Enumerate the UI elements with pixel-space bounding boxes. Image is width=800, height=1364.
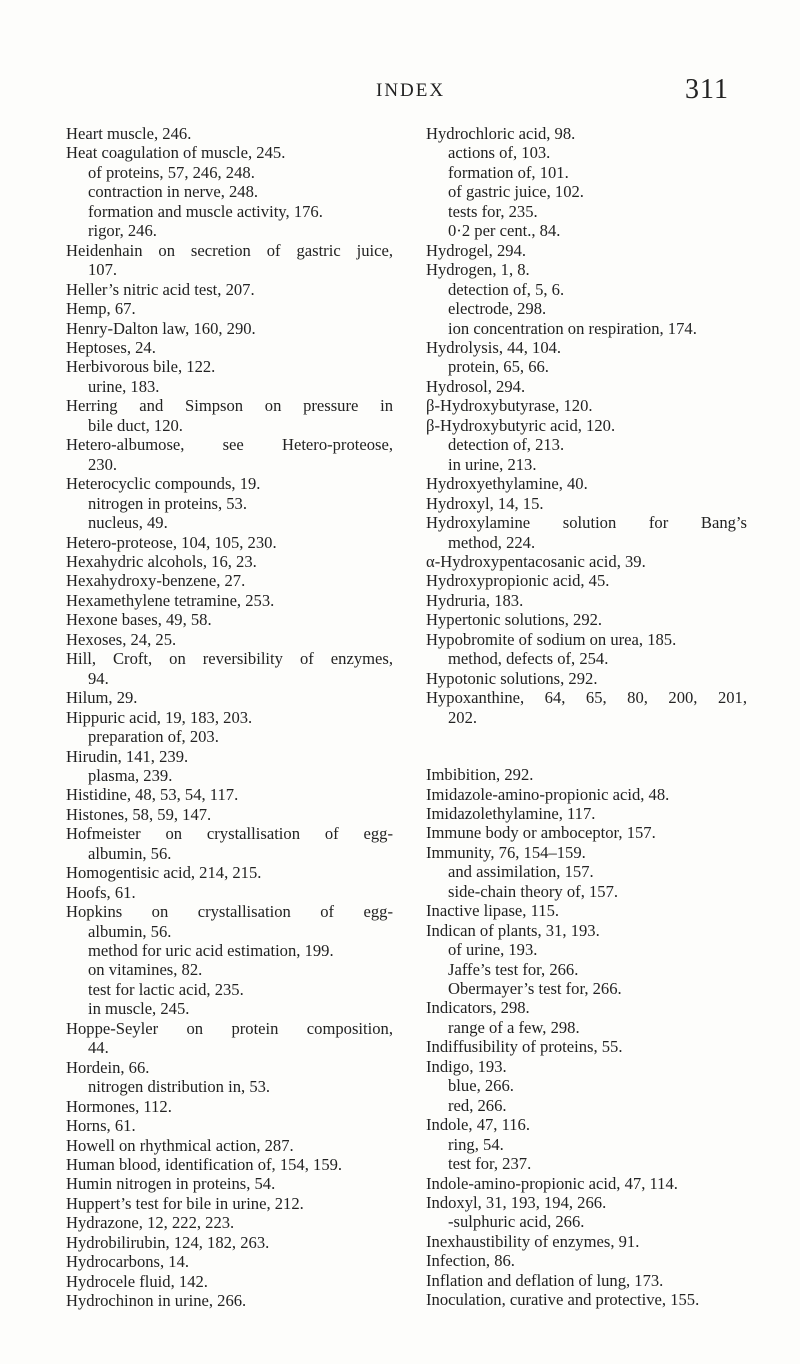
- index-entry: Hydroxyethylamine, 40.: [426, 474, 588, 494]
- index-entry: Hypoxanthine, 64, 65, 80, 200, 201,: [426, 688, 747, 708]
- index-entry: Heart muscle, 246.: [66, 124, 192, 143]
- index-entry: Imbibition, 292.: [426, 765, 534, 785]
- index-entry: Hydroxylamine solution for Bang’s: [426, 513, 747, 533]
- index-subentry: nucleus, 49.: [88, 513, 168, 533]
- index-entry-continuation: 202.: [448, 707, 478, 727]
- section-gap: [426, 727, 747, 765]
- index-entry: Hydrogen, 1, 8.: [426, 260, 530, 280]
- index-column-left: [66, 124, 393, 1311]
- index-subentry: electrode, 298.: [448, 299, 547, 319]
- index-entry: β-Hydroxybutyrase, 120.: [426, 396, 593, 416]
- index-subentry: protein, 65, 66.: [448, 357, 549, 377]
- running-head: [0, 76, 800, 110]
- index-entry: Indicators, 298.: [426, 998, 530, 1018]
- index-subentry: tests for, 235.: [448, 201, 538, 221]
- index-entry: Imidazolethylamine, 117.: [426, 803, 596, 823]
- index-entry: Hydrazone, 12, 222, 223.: [66, 1213, 235, 1233]
- index-entry: Inexhaustibility of enzymes, 91.: [426, 1231, 640, 1251]
- index-entry: Hydrobilirubin, 124, 182, 263.: [66, 1232, 270, 1252]
- index-subentry: 0·2 per cent., 84.: [448, 221, 561, 241]
- running-head-title: INDEX: [376, 80, 446, 101]
- index-entry: α-Hydroxypentacosanic acid, 39.: [426, 551, 646, 571]
- index-entry: Hilum, 29.: [66, 688, 138, 708]
- index-subentry: in muscle, 245.: [88, 999, 190, 1019]
- index-entry: Herring and Simpson on pressure in: [66, 396, 393, 416]
- index-entry: Indole-amino-propionic acid, 47, 114.: [426, 1173, 678, 1193]
- index-entry: Hoppe-Seyler on protein composition,: [66, 1018, 393, 1038]
- index-entry: Hydroxypropionic acid, 45.: [426, 571, 610, 591]
- index-entry: Hydrochloric acid, 98.: [426, 124, 576, 143]
- index-entry: Hydrogel, 294.: [426, 240, 527, 260]
- index-entry-continuation: 44.: [88, 1038, 109, 1058]
- index-subentry: of gastric juice, 102.: [448, 182, 584, 202]
- index-subentry: side-chain theory of, 157.: [448, 881, 619, 901]
- index-entry: Immunity, 76, 154–159.: [426, 842, 586, 862]
- index-subentry: in urine, 213.: [448, 454, 537, 474]
- index-entry: Hormones, 112.: [66, 1096, 172, 1116]
- index-entry: Hydroxyl, 14, 15.: [426, 493, 544, 513]
- index-subentry: nitrogen distribution in, 53.: [88, 1077, 271, 1097]
- index-entry: Indole, 47, 116.: [426, 1115, 531, 1135]
- index-entry: Henry-Dalton law, 160, 290.: [66, 318, 256, 338]
- index-subentry: -sulphuric acid, 266.: [448, 1212, 585, 1232]
- index-entry-continuation: bile duct, 120.: [88, 415, 183, 435]
- index-entry: Hypertonic solutions, 292.: [426, 610, 603, 630]
- index-entry: Homogentisic acid, 214, 215.: [66, 863, 262, 883]
- index-entry: Heptoses, 24.: [66, 337, 156, 357]
- index-subentry: plasma, 239.: [88, 765, 173, 785]
- index-entry: Histidine, 48, 53, 54, 117.: [66, 785, 239, 805]
- index-subentry: ring, 54.: [448, 1134, 504, 1154]
- index-entry: Hetero-albumose, see Hetero-proteose,: [66, 435, 393, 455]
- index-entry-continuation: 230.: [88, 454, 118, 474]
- index-entry: Hill, Croft, on reversibility of enzymes,: [66, 649, 393, 669]
- index-entry: Hydrochinon in urine, 266.: [66, 1291, 247, 1311]
- index-entry: Inoculation, curative and protective, 155.: [426, 1290, 700, 1310]
- index-entry: Hordein, 66.: [66, 1057, 150, 1077]
- index-entry: Imidazole-amino-propionic acid, 48.: [426, 784, 670, 804]
- index-subentry: ion concentration on respiration, 174.: [448, 318, 697, 338]
- index-entry-continuation: albumin, 56.: [88, 921, 172, 941]
- index-entry: Heterocyclic compounds, 19.: [66, 474, 261, 494]
- index-subentry: formation of, 101.: [448, 162, 569, 182]
- index-subentry: on vitamines, 82.: [88, 960, 203, 980]
- index-entry: Hexoses, 24, 25.: [66, 629, 177, 649]
- index-subentry: detection of, 5, 6.: [448, 279, 565, 299]
- index-subentry: method for uric acid estimation, 199.: [88, 941, 334, 961]
- index-subentry: preparation of, 203.: [88, 727, 219, 747]
- index-column-right: [426, 124, 747, 1310]
- index-entry-continuation: 94.: [88, 668, 109, 688]
- index-entry: Hofmeister on crystallisation of egg-: [66, 824, 393, 844]
- index-entry: Indigo, 193.: [426, 1056, 507, 1076]
- index-entry: Heidenhain on secretion of gastric juice,: [66, 240, 393, 260]
- index-entry: Humin nitrogen in proteins, 54.: [66, 1174, 276, 1194]
- index-entry: Inactive lipase, 115.: [426, 901, 560, 921]
- index-subentry: blue, 266.: [448, 1076, 514, 1096]
- index-subentry: contraction in nerve, 248.: [88, 182, 259, 202]
- index-entry-continuation: albumin, 56.: [88, 843, 172, 863]
- index-subentry: formation and muscle activity, 176.: [88, 201, 323, 221]
- index-entry: Inflation and deflation of lung, 173.: [426, 1270, 664, 1290]
- index-entry: Hydrocarbons, 14.: [66, 1252, 190, 1272]
- index-entry: Heller’s nitric acid test, 207.: [66, 279, 255, 299]
- index-subentry: actions of, 103.: [448, 143, 551, 163]
- index-entry: β-Hydroxybutyric acid, 120.: [426, 415, 616, 435]
- index-entry: Heat coagulation of muscle, 245.: [66, 143, 286, 163]
- index-entry: Hexahydric alcohols, 16, 23.: [66, 551, 257, 571]
- index-subentry: Obermayer’s test for, 266.: [448, 979, 622, 999]
- index-subentry: of proteins, 57, 246, 248.: [88, 162, 255, 182]
- page-number: 311: [685, 74, 729, 105]
- index-entry: Immune body or amboceptor, 157.: [426, 823, 656, 843]
- index-subentry: test for lactic acid, 235.: [88, 979, 244, 999]
- index-subentry: test for, 237.: [448, 1154, 532, 1174]
- index-entry: Hexahydroxy-benzene, 27.: [66, 571, 246, 591]
- index-entry: Howell on rhythmical action, 287.: [66, 1135, 294, 1155]
- index-entry: Indiffusibility of proteins, 55.: [426, 1037, 623, 1057]
- index-subentry: rigor, 246.: [88, 221, 157, 241]
- index-entry: Hydrocele fluid, 142.: [66, 1271, 208, 1291]
- index-entry: Indoxyl, 31, 193, 194, 266.: [426, 1193, 607, 1213]
- index-entry: Hydrosol, 294.: [426, 376, 526, 396]
- index-entry: Indican of plants, 31, 193.: [426, 920, 600, 940]
- index-entry: Hydrolysis, 44, 104.: [426, 337, 562, 357]
- index-entry: Histones, 58, 59, 147.: [66, 804, 212, 824]
- index-entry: Hirudin, 141, 239.: [66, 746, 189, 766]
- index-subentry: of urine, 193.: [448, 940, 538, 960]
- index-entry: Hoofs, 61.: [66, 882, 136, 902]
- index-entry: Human blood, identification of, 154, 159.: [66, 1155, 343, 1175]
- index-subentry: nitrogen in proteins, 53.: [88, 493, 248, 513]
- index-subentry: method, defects of, 254.: [448, 649, 609, 669]
- index-entry: Infection, 86.: [426, 1251, 515, 1271]
- index-entry: Herbivorous bile, 122.: [66, 357, 216, 377]
- index-entry: Hetero-proteose, 104, 105, 230.: [66, 532, 277, 552]
- index-entry: Hemp, 67.: [66, 299, 136, 319]
- index-entry: Huppert’s test for bile in urine, 212.: [66, 1193, 304, 1213]
- index-subentry: urine, 183.: [88, 376, 160, 396]
- index-entry: Hippuric acid, 19, 183, 203.: [66, 707, 253, 727]
- index-subentry: red, 266.: [448, 1095, 507, 1115]
- index-entry: Hydruria, 183.: [426, 590, 524, 610]
- index-entry: Hopkins on crystallisation of egg-: [66, 902, 393, 922]
- index-entry: Horns, 61.: [66, 1116, 136, 1136]
- index-entry-continuation: method, 224.: [448, 532, 536, 552]
- index-entry: Hypotonic solutions, 292.: [426, 668, 598, 688]
- index-subentry: range of a few, 298.: [448, 1017, 580, 1037]
- index-subentry: and assimilation, 157.: [448, 862, 594, 882]
- index-entry: Hexamethylene tetramine, 253.: [66, 590, 275, 610]
- index-subentry: Jaffe’s test for, 266.: [448, 959, 579, 979]
- index-entry-continuation: 107.: [88, 260, 118, 280]
- index-entry: Hypobromite of sodium on urea, 185.: [426, 629, 677, 649]
- index-entry: Hexone bases, 49, 58.: [66, 610, 212, 630]
- index-subentry: detection of, 213.: [448, 435, 565, 455]
